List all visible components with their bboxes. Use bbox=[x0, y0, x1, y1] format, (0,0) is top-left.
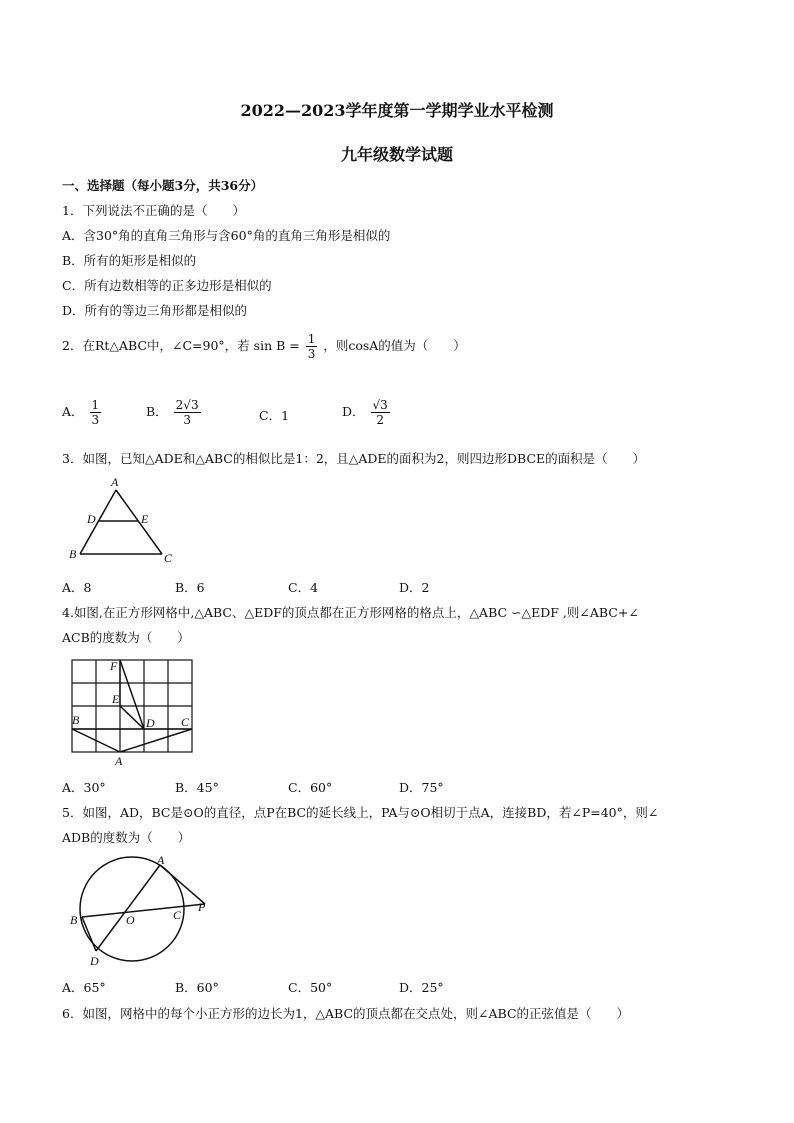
q3-option-a: A．8 bbox=[62, 580, 92, 595]
q5-label-a: A bbox=[157, 854, 165, 867]
q6-stem: 6．如图，网格中的每个小正方形的边长为1，△ABC的顶点都在交点处，则∠ABC的正弦值是（ ） bbox=[62, 1006, 630, 1021]
q2-option-b bbox=[146, 398, 203, 427]
q1-option-c: C．所有边数相等的正多边形是相似的 bbox=[62, 278, 272, 293]
q2-option-c: C．1 bbox=[259, 408, 290, 423]
q5-stem-line1: 5．如图，AD，BC是⊙O的直径，点P在BC的延长线上，PA与⊙O相切于点A，连接BD，若∠P=40°，则∠ bbox=[62, 805, 659, 820]
q3-label-c: C bbox=[164, 551, 173, 565]
q5-option-d: D．25° bbox=[399, 980, 444, 995]
q3-option-c: C．4 bbox=[288, 580, 319, 595]
q2-option-a-num: 1 bbox=[91, 398, 100, 412]
q4-label-a: A bbox=[115, 754, 123, 768]
q2-option-b-num: 2√3 bbox=[175, 398, 199, 412]
q2-option-b-den: 3 bbox=[183, 413, 191, 427]
q2-option-a-den: 3 bbox=[91, 413, 100, 427]
q2-stem-pre: 2．在Rt△ABC中，∠C=90°，若 sin B = bbox=[62, 338, 300, 353]
q2-option-d-frac bbox=[371, 398, 390, 427]
q5-stem-line2: ADB的度数为（ ） bbox=[62, 830, 191, 845]
q3-option-b: B．6 bbox=[175, 580, 205, 595]
q4-label-d: D bbox=[146, 716, 155, 730]
q4-option-d: D．75° bbox=[399, 780, 444, 795]
q5-option-b: B．60° bbox=[175, 980, 219, 995]
q3-option-d: D．2 bbox=[399, 580, 430, 595]
q2-fraction-den: 3 bbox=[307, 347, 316, 361]
q4-label-b: B bbox=[72, 713, 80, 727]
q5-option-a: A．65° bbox=[62, 980, 106, 995]
q2-option-b-frac bbox=[174, 398, 201, 427]
q4-label-f: F bbox=[110, 659, 118, 673]
q3-triangle-figure bbox=[60, 474, 180, 570]
q2-fraction bbox=[306, 332, 318, 361]
q5-label-p: P bbox=[198, 900, 206, 914]
q1-stem: 1．下列说法不正确的是（ ） bbox=[62, 203, 245, 218]
q2-stem bbox=[62, 332, 466, 361]
q2-option-a-label: A． bbox=[62, 404, 84, 419]
q4-label-c: C bbox=[181, 715, 190, 729]
q2-option-b-label: B． bbox=[146, 404, 168, 419]
q5-circle-figure bbox=[60, 854, 220, 972]
q4-grid-figure bbox=[60, 652, 200, 768]
q3-label-e: E bbox=[141, 512, 149, 526]
q5-option-c: C．50° bbox=[288, 980, 333, 995]
q4-label-e: E bbox=[112, 692, 120, 706]
exam-subtitle: 九年级数学试题 bbox=[340, 145, 453, 164]
section-heading: 一、选择题（每小题3分，共36分） bbox=[62, 178, 264, 193]
q1-option-a: A．含30°角的直角三角形与含60°角的直角三角形是相似的 bbox=[62, 228, 391, 243]
q2-stem-post: ，则cosA的值为（ ） bbox=[323, 338, 466, 353]
exam-title: 2022—2023学年度第一学期学业水平检测 bbox=[240, 101, 554, 120]
q2-option-d-num: √3 bbox=[372, 398, 388, 412]
q2-fraction-num: 1 bbox=[307, 332, 316, 346]
q5-label-d: D bbox=[90, 954, 99, 968]
q2-option-a bbox=[62, 398, 103, 427]
q3-label-a: A bbox=[111, 475, 119, 489]
q5-label-o: O bbox=[126, 913, 135, 927]
q4-option-c: C．60° bbox=[288, 780, 333, 795]
q2-option-d bbox=[342, 398, 392, 427]
q3-label-d: D bbox=[87, 512, 96, 526]
q2-option-d-den: 2 bbox=[376, 413, 384, 427]
q4-stem-line2: ACB的度数为（ ） bbox=[62, 630, 190, 645]
q4-stem-line1: 4.如图,在正方形网格中,△ABC、△EDF的顶点都在正方形网格的格点上，△ABC ∽△EDF ,则∠ABC+∠ bbox=[62, 605, 639, 620]
q3-stem: 3．如图，已知△ADE和△ABC的相似比是1：2，且△ADE的面积为2，则四边形DBCE的面积是（ ） bbox=[62, 451, 646, 466]
q2-option-d-label: D． bbox=[342, 404, 365, 419]
q4-option-a: A．30° bbox=[62, 780, 106, 795]
q1-option-d: D．所有的等边三角形都是相似的 bbox=[62, 303, 248, 318]
q2-option-a-frac bbox=[90, 398, 102, 427]
q4-option-b: B．45° bbox=[175, 780, 219, 795]
q5-label-b: B bbox=[70, 913, 78, 927]
q5-label-c: C bbox=[173, 908, 182, 922]
q1-option-b: B．所有的矩形是相似的 bbox=[62, 253, 197, 268]
q3-label-b: B bbox=[69, 547, 77, 561]
